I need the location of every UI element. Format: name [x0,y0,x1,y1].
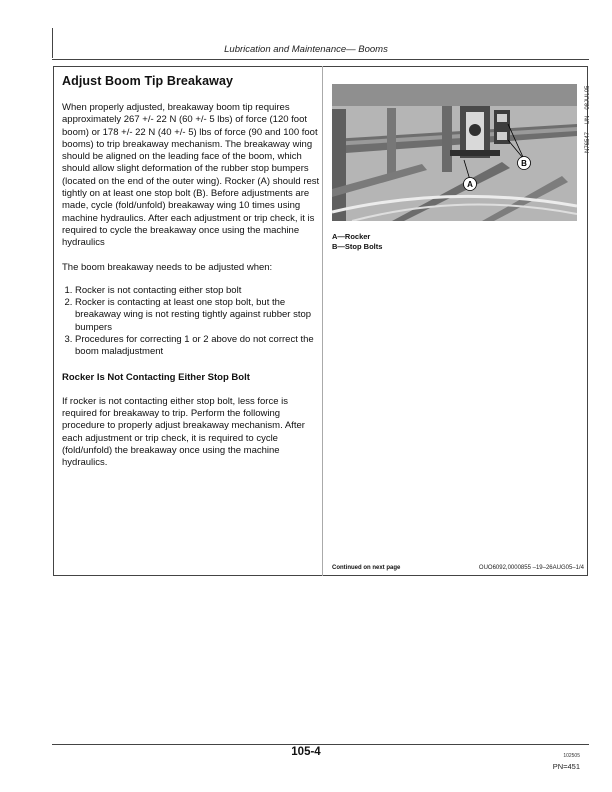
breakaway-photo [332,84,577,221]
adjust-conditions-list [62,285,320,359]
subsection-title: Rocker Is Not Contacting Either Stop Bolt [62,371,250,383]
figure-legend [332,232,382,252]
text-column [62,74,320,469]
continued-note: Continued on next page [332,565,401,571]
header-rule [52,59,589,60]
callout-b: B [521,159,527,168]
adjust-when-paragraph: The boom breakaway needs to be adjusted when: [62,261,273,273]
reference-code: OUO6092,0000855 –19–26AUG05–1/4 [478,565,584,571]
figure-id: N76547 —UN—08JUL05 [585,85,591,153]
page-number: 105-4 [291,746,321,758]
column-divider [322,66,323,576]
legend-rocker: A—Rocker [332,232,371,241]
section-title: Adjust Boom Tip Breakaway [62,74,234,88]
footer-date-code: 102505 [563,753,580,759]
footer-pn: PN=451 [552,762,580,771]
callout-a: A [467,180,473,189]
rocker-paragraph: If rocker is not contacting either stop bolt, less force is required for breakaway to trip. Perform the following procedure to properly adjust breakaway mechanism. After each adjustment or trip check, it is required to cycle (fold/unfold) the breakaway once using the machine hydraulics. [62,395,305,469]
list-item: 2. Rocker is contacting at least one stop bolt, but the breakaway wing is not resting tightly against rubber stop bumpers [75,297,320,334]
legend-stop-bolts: B—Stop Bolts [332,242,383,251]
list-item: 3. Procedures for correcting 1 or 2 above do not correct the boom maladjustment [75,334,320,359]
intro-paragraph: When properly adjusted, breakaway boom tip requires approximately 267 +/- 22 N (60 +/- 5 lbs) of force (120 foot boom) or 178 +/- 22 N (40 +/- 5) lbs of force (90 and 100 foot booms) to trip breakaway mechanism. The breakaway wing should be aligned on the leading face of the boom, which should allow slight deformation of the rubber stop bumpers (located on the end of the outer wing). Rocker (A) should rest tightly on at least one stop bolt (B). Before adjustments are made, cycle (fold/unfold) breakaway wing 10 times using machine hydraulics. After each adjustment or trip check, it is required to cycle the breakaway once using the machine hydraulics [62,102,320,249]
footer-rule [52,744,589,745]
list-item: 1. Rocker is not contacting either stop bolt [75,285,320,297]
running-header: Lubrication and Maintenance— Booms [224,44,388,55]
